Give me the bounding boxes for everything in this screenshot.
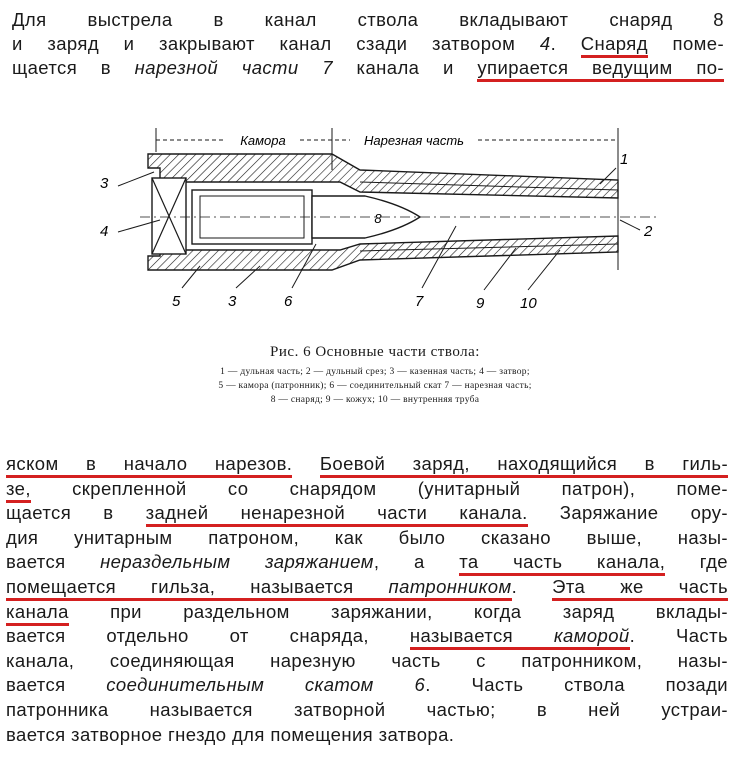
legend-item: 10 — внутренняя труба: [377, 395, 480, 405]
highlight-underline: Эта же часть: [552, 576, 728, 601]
highlight-underline: называется: [410, 625, 554, 650]
highlight-underline: патронником: [389, 576, 512, 601]
legend-item: 9 — кожух;: [325, 395, 376, 405]
text-line: дия унитарным патроном, как было сказано выше, назы-: [6, 526, 728, 548]
legend-item: 7 — нарезная часть;: [444, 381, 532, 391]
legend-item: 5 — камора (патронник);: [218, 381, 327, 391]
rifled-section-label: Нарезная часть: [363, 133, 465, 148]
breech-block: [152, 178, 186, 254]
highlight-underline: Снаряд: [581, 33, 648, 58]
callout-label: 3: [100, 175, 109, 192]
text-line: вается соединительным скатом 6. Часть ствола позади: [6, 674, 729, 696]
highlight-underline: зе,: [6, 478, 31, 503]
callout-label: 10: [520, 295, 537, 312]
callout-label: 4: [100, 223, 109, 240]
text-line: вается отдельно от снаряда, называется каморой. Часть: [6, 624, 728, 649]
legend-item: 2 — дульный срез;: [305, 367, 387, 377]
text-line: зе, скрепленной со снарядом (унитарный патрон), поме-: [6, 477, 728, 502]
callout-label: 9: [476, 295, 485, 312]
callout-label: 6: [284, 293, 293, 310]
kamora-label: Камора: [240, 133, 286, 148]
highlight-underline: каморой: [554, 625, 630, 650]
highlight-underline: Боевой заряд, находящийся в гиль-: [320, 453, 728, 478]
highlight-underline: упирается ведущим по-: [477, 57, 724, 82]
caption-legend: [110, 365, 640, 407]
text-line: вается нераздельным заряжанием, а та часть канала, где: [6, 550, 728, 575]
text-line: патронника называется затворной частью; в ней устраи-: [6, 698, 728, 720]
callout-label: 1: [620, 151, 629, 168]
text-line: и заряд и закрывают канал сзади затвором 4. Снаряд поме-: [12, 32, 724, 56]
callout-label: 5: [172, 293, 181, 310]
text-line: канала при раздельном заряжании, когда заряд вклады-: [6, 600, 728, 625]
text-line: [6, 452, 728, 477]
legend-item: 6 — соединительный скат: [329, 381, 442, 391]
text-line: канала, соединяющая нарезную часть с патронником, назы-: [6, 649, 728, 671]
text-line: помещается гильза, называется патронником. Эта же часть: [6, 575, 728, 600]
figure-caption: [110, 344, 640, 407]
highlight-underline: та часть канала,: [459, 551, 665, 576]
highlight-underline: задней ненарезной части канала.: [146, 502, 528, 527]
legend-item: 3 — казенная часть;: [389, 367, 477, 377]
callout-label: 2: [644, 223, 653, 240]
callout-label: 7: [415, 293, 424, 310]
projectile-number: 8: [374, 211, 382, 226]
highlight-underline: яском в начало нарезов.: [6, 453, 292, 478]
legend-item: 4 — затвор;: [479, 367, 530, 377]
callout-label: 3: [228, 293, 237, 310]
legend-item: 1 — дульная часть;: [220, 367, 304, 377]
caption-title: Рис. 6 Основные части ствола:: [270, 344, 480, 360]
top-paragraph: [12, 8, 724, 80]
text-line: щается в задней ненарезной части канала. Заряжание ору-: [6, 501, 728, 526]
barrel-diagram: [60, 120, 680, 335]
highlight-underline: канала: [6, 601, 69, 626]
bottom-paragraph: [6, 452, 728, 747]
highlight-underline: помещается гильза, называется: [6, 576, 389, 601]
legend-item: 8 — снаряд;: [270, 395, 324, 405]
text-line: вается затворное гнездо для помещения затвора.: [6, 723, 455, 745]
text-line: Для выстрела в канал ствола вкладывают снаряд 8: [12, 9, 724, 30]
text-line: щается в нарезной части 7 канала и упирается ведущим по-: [12, 56, 724, 80]
